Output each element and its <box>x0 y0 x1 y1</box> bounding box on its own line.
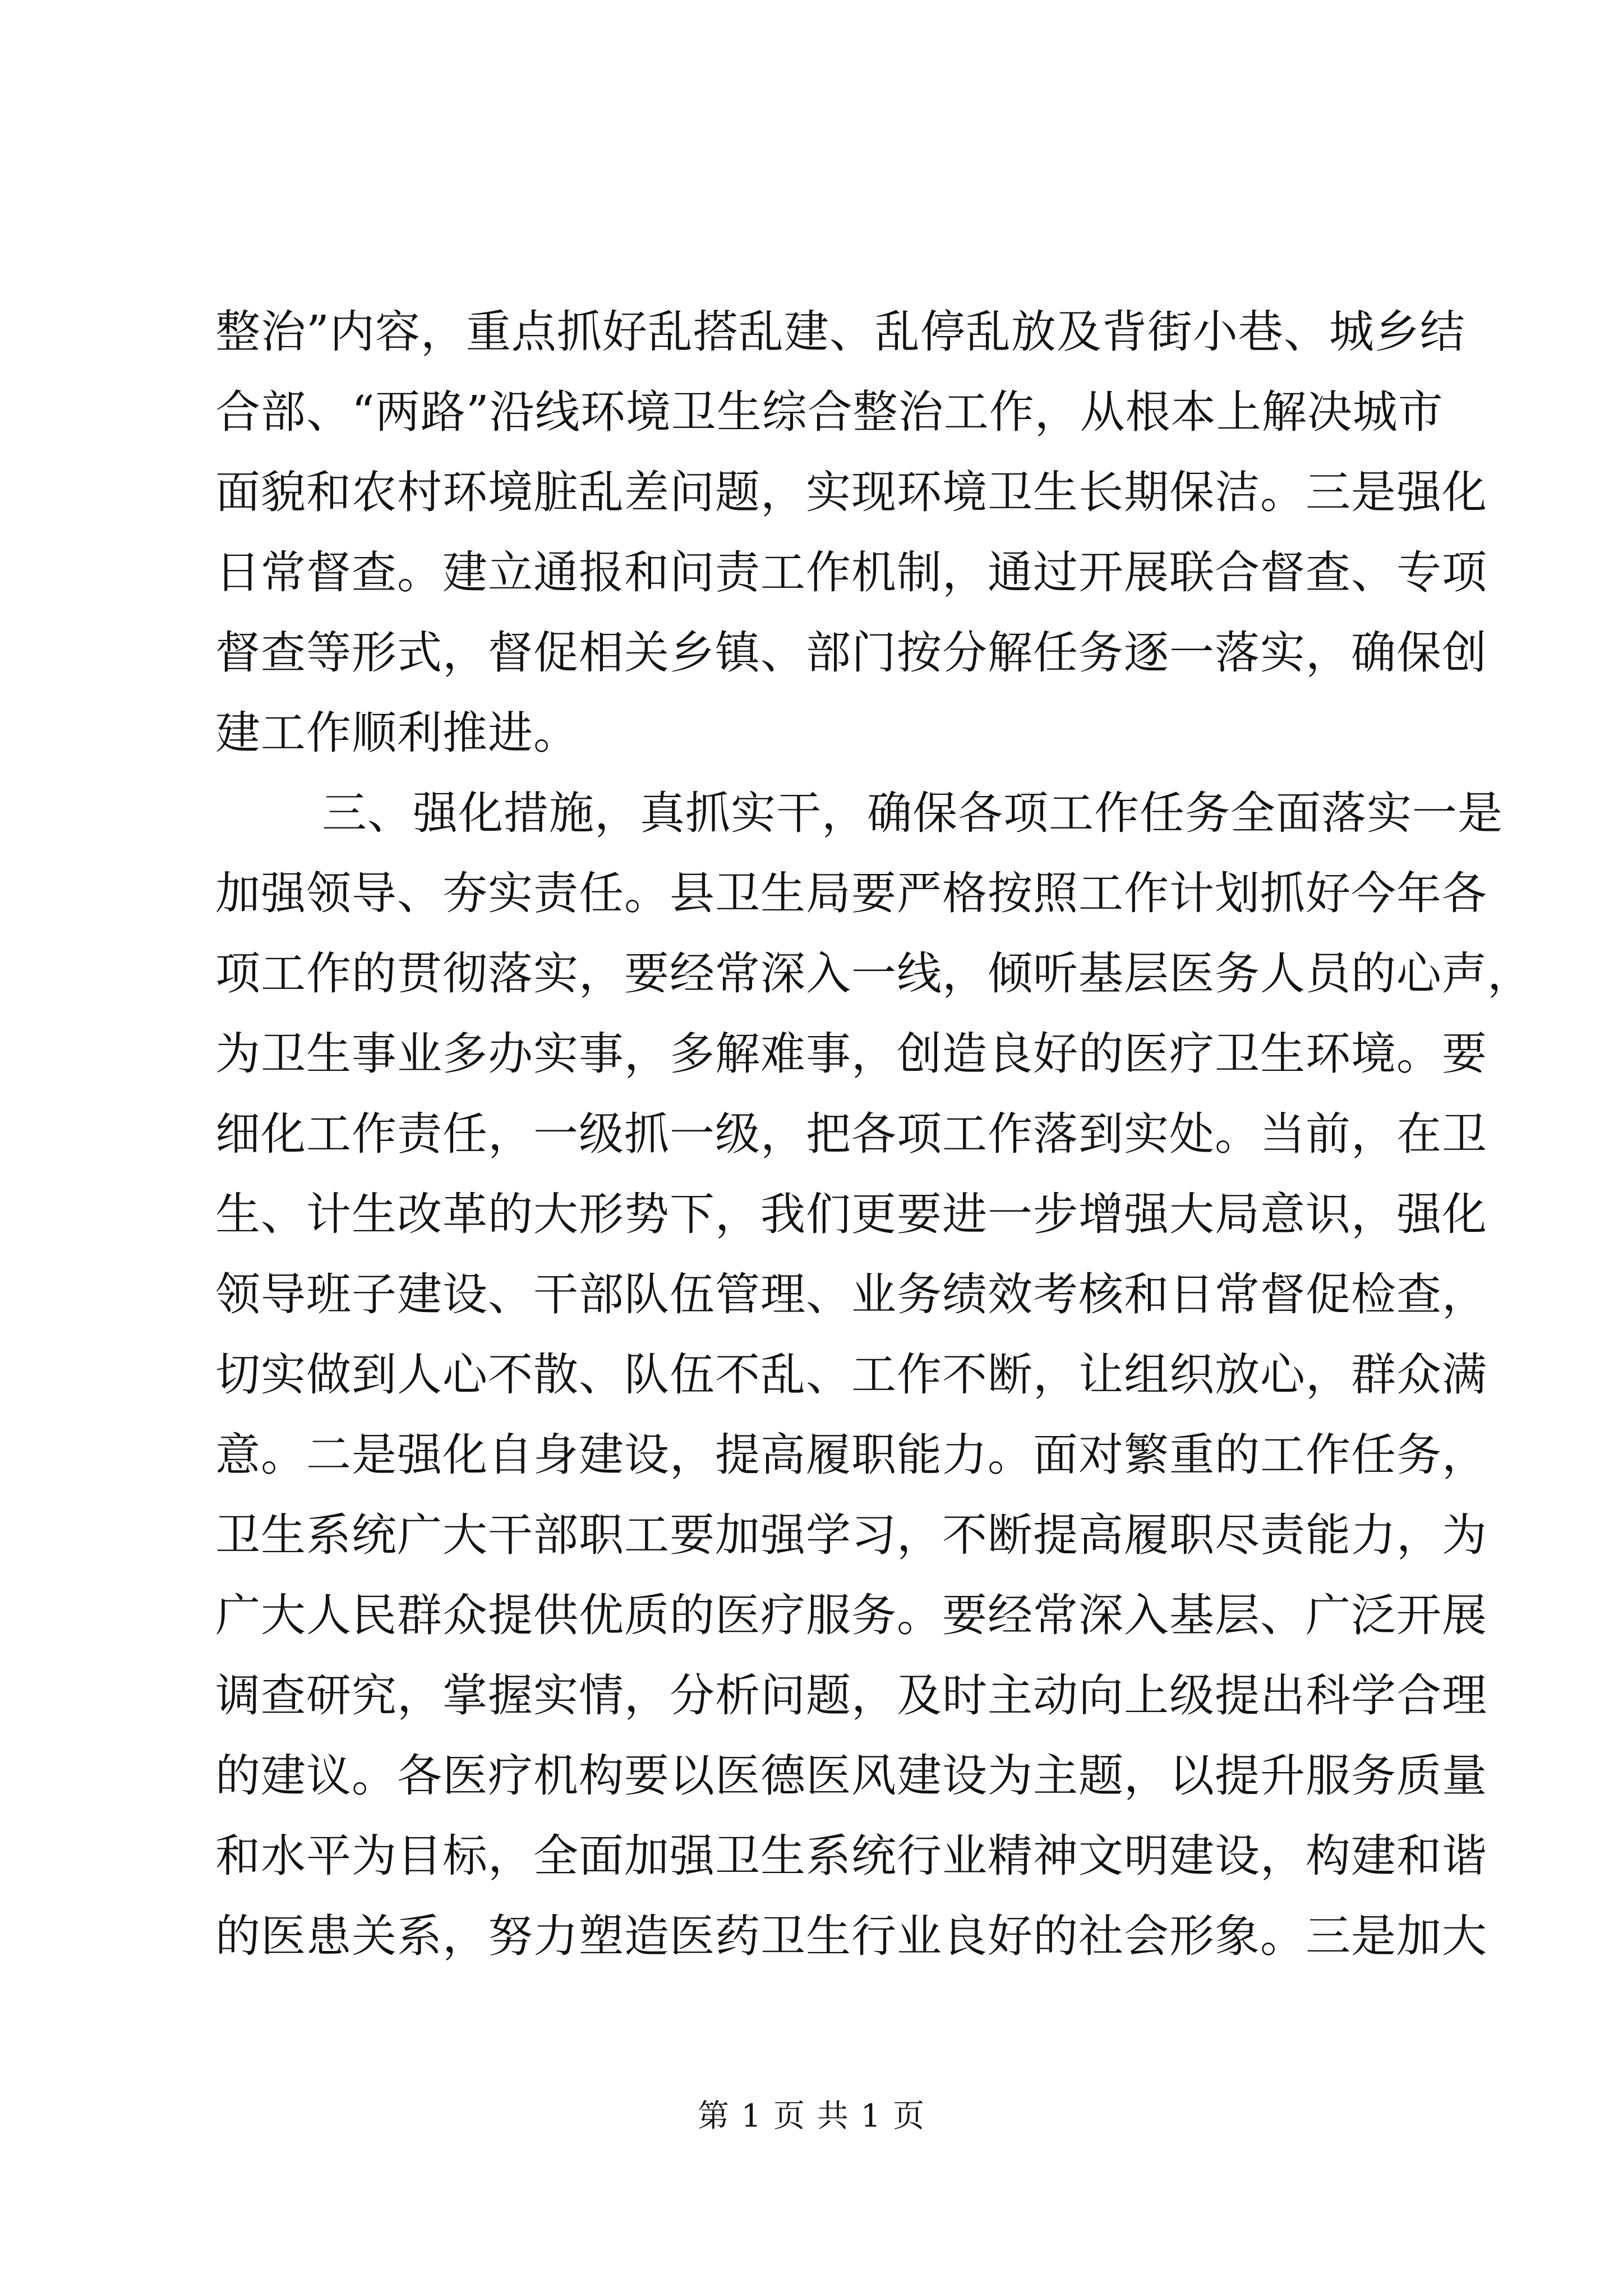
text-line: 切实做到人心不散、队伍不乱、工作不断，让组织放心，群众满 <box>215 1349 1487 1401</box>
text-line: 和水平为目标，全面加强卫生系统行业精神文明建设，构建和谐 <box>215 1830 1487 1882</box>
text-line: 为卫生事业多办实事，多解难事，创造良好的医疗卫生环境。要 <box>215 1028 1487 1080</box>
text-line: 调查研究，掌握实情，分析问题，及时主动向上级提出科学合理 <box>215 1669 1487 1722</box>
document-body <box>215 292 1533 1976</box>
text-line: 面貌和农村环境脏乱差问题，实现环境卫生长期保洁。三是强化 <box>215 466 1487 518</box>
text-line: 合部、“两路”沿线环境卫生综合整治工作，从根本上解决城市 <box>215 386 1444 438</box>
text-line: 领导班子建设、干部队伍管理、业务绩效考核和日常督促检查， <box>215 1268 1487 1320</box>
text-line: 意。二是强化自身建设，提高履职能力。面对繁重的工作任务， <box>215 1429 1487 1481</box>
paragraph-2 <box>215 773 1533 1976</box>
text-line: 三、强化措施，真抓实干，确保各项工作任务全面落实一是 <box>322 787 1503 839</box>
text-line: 日常督查。建立通报和问责工作机制，通过开展联合督查、专项 <box>215 546 1487 599</box>
text-line: 细化工作责任，一级抓一级，把各项工作落到实处。当前，在卫 <box>215 1108 1487 1160</box>
text-line: 建工作顺利推进。 <box>215 707 579 759</box>
text-line: 督查等形式，督促相关乡镇、部门按分解任务逐一落实，确保创 <box>215 627 1487 679</box>
text-line: 整治”内容，重点抓好乱搭乱建、乱停乱放及背街小巷、城乡结 <box>215 306 1465 358</box>
text-line: 项工作的贯彻落实，要经常深入一线，倾听基层医务人员的心声， <box>215 947 1533 1000</box>
text-line: 广大人民群众提供优质的医疗服务。要经常深入基层、广泛开展 <box>215 1589 1487 1641</box>
text-line: 生、计生改革的大形势下，我们更要进一步增强大局意识，强化 <box>215 1188 1487 1240</box>
page-footer: 第 1 页 共 1 页 <box>697 2098 926 2134</box>
text-line: 的医患关系，努力塑造医药卫生行业良好的社会形象。三是加大 <box>215 1910 1487 1962</box>
text-line: 的建议。各医疗机构要以医德医风建设为主题，以提升服务质量 <box>215 1750 1487 1802</box>
text-line: 卫生系统广大干部职工要加强学习，不断提高履职尽责能力，为 <box>215 1509 1487 1561</box>
text-line: 加强领导、夯实责任。县卫生局要严格按照工作计划抓好今年各 <box>215 867 1487 919</box>
paragraph-1 <box>215 292 1487 773</box>
